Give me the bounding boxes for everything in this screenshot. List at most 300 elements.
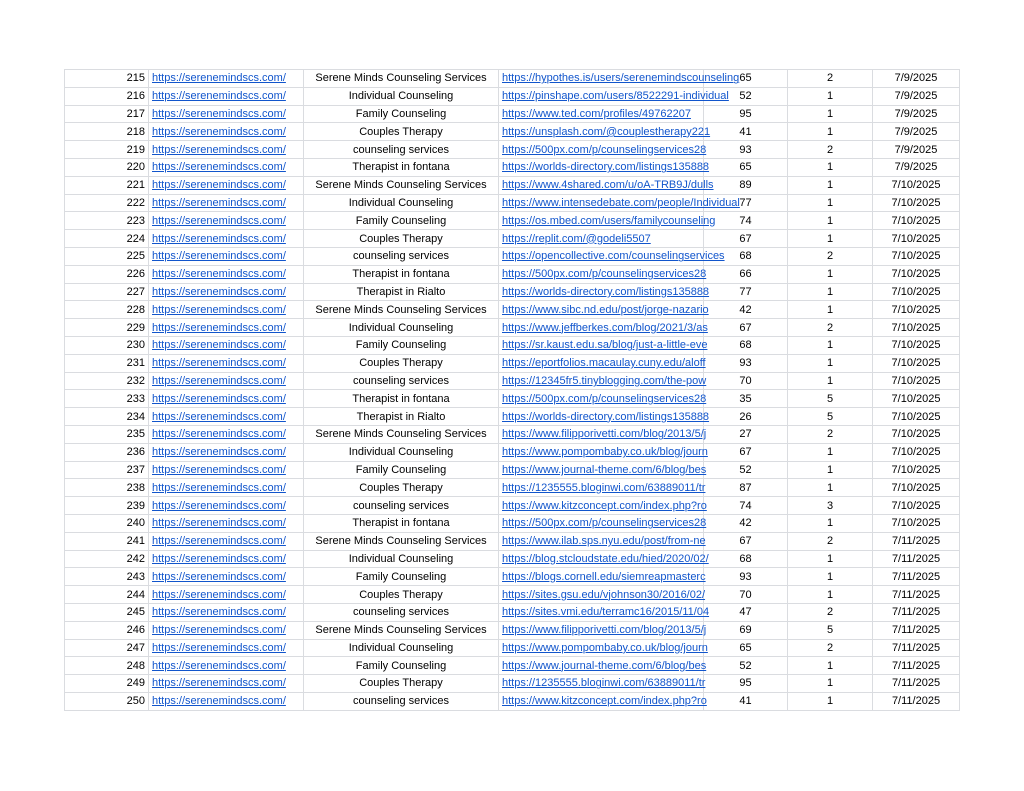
row-number: 236: [65, 443, 149, 461]
spreadsheet-table: [64, 69, 960, 711]
date-cell: 7/9/2025: [873, 87, 960, 105]
row-number: 218: [65, 123, 149, 141]
site-link[interactable]: https://serenemindscs.com/: [152, 90, 286, 103]
site-link[interactable]: https://serenemindscs.com/: [152, 214, 286, 227]
table-row: [65, 479, 960, 497]
date-cell: 7/10/2025: [873, 301, 960, 319]
metric-a-cell: 70: [704, 372, 788, 390]
table-row: [65, 176, 960, 194]
site-link-cell: [149, 176, 304, 194]
backlink-url-cell: [499, 443, 708, 461]
site-link-cell: [149, 87, 304, 105]
date-cell: 7/10/2025: [873, 212, 960, 230]
backlink-url[interactable]: https://www.jeffberkes.com/blog/2021/3/as: [502, 321, 708, 334]
backlink-url[interactable]: https://www.pompombaby.co.uk/blog/journ: [502, 641, 708, 654]
date-cell: 7/10/2025: [873, 479, 960, 497]
date-cell: 7/10/2025: [873, 425, 960, 443]
metric-a-cell: 89: [704, 176, 788, 194]
backlink-url[interactable]: https://sites.gsu.edu/vjohnson30/2016/02/: [502, 588, 706, 601]
keyword-cell: Therapist in fontana: [304, 265, 499, 283]
metric-b-cell: 1: [788, 372, 873, 390]
backlink-url[interactable]: https://sites.vmi.edu/terramc16/2015/11/04: [502, 606, 710, 619]
row-number: 250: [65, 692, 149, 710]
backlink-url[interactable]: https://worlds-directory.com/listings135888: [502, 161, 710, 174]
date-cell: 7/11/2025: [873, 550, 960, 568]
backlink-url[interactable]: https://sr.kaust.edu.sa/blog/just-a-little-eve: [502, 339, 708, 352]
metric-b-cell: 1: [788, 568, 873, 586]
site-link-cell: [149, 425, 304, 443]
table-row: [65, 408, 960, 426]
site-link[interactable]: https://serenemindscs.com/: [152, 161, 286, 174]
site-link[interactable]: https://serenemindscs.com/: [152, 570, 286, 583]
site-link[interactable]: https://serenemindscs.com/: [152, 535, 286, 548]
site-link[interactable]: https://serenemindscs.com/: [152, 481, 286, 494]
keyword-cell: Individual Counseling: [304, 639, 499, 657]
table-row: [65, 158, 960, 176]
backlink-url[interactable]: https://www.kitzconcept.com/index.php?ro: [502, 499, 707, 512]
date-cell: 7/10/2025: [873, 372, 960, 390]
backlink-url[interactable]: https://www.journal-theme.com/6/blog/bes: [502, 659, 707, 672]
site-link[interactable]: https://serenemindscs.com/: [152, 339, 286, 352]
metric-b-cell: 2: [788, 319, 873, 337]
backlink-url[interactable]: https://os.mbed.com/users/familycounseling: [502, 214, 716, 227]
site-link[interactable]: https://serenemindscs.com/: [152, 677, 286, 690]
site-link[interactable]: https://serenemindscs.com/: [152, 659, 286, 672]
backlink-url[interactable]: https://www.ted.com/profiles/49762207: [502, 107, 691, 120]
metric-b-cell: 5: [788, 390, 873, 408]
site-link[interactable]: https://serenemindscs.com/: [152, 72, 286, 85]
table-row: [65, 87, 960, 105]
keyword-cell: counseling services: [304, 247, 499, 265]
keyword-cell: Couples Therapy: [304, 230, 499, 248]
metric-a-cell: 67: [704, 443, 788, 461]
row-number: 217: [65, 105, 149, 123]
keyword-cell: Individual Counseling: [304, 319, 499, 337]
backlink-url-cell: [499, 479, 704, 497]
table-row: [65, 141, 960, 159]
keyword-cell: Couples Therapy: [304, 479, 499, 497]
site-link-cell: [149, 514, 304, 532]
metric-b-cell: 1: [788, 657, 873, 675]
backlink-url[interactable]: https://blogs.cornell.edu/siemreapmasterc: [502, 570, 706, 583]
backlink-url-cell: [499, 70, 740, 88]
table-row: [65, 568, 960, 586]
metric-a-cell: 52: [704, 87, 788, 105]
row-number: 219: [65, 141, 149, 159]
site-link[interactable]: https://serenemindscs.com/: [152, 552, 286, 565]
site-link[interactable]: https://serenemindscs.com/: [152, 463, 286, 476]
backlink-url-cell: [499, 105, 704, 123]
backlink-url[interactable]: https://500px.com/p/counselingservices28: [502, 268, 707, 281]
date-cell: 7/9/2025: [873, 158, 960, 176]
site-link-cell: [149, 123, 304, 141]
backlink-url[interactable]: https://unsplash.com/@couplestherapy221: [502, 125, 711, 138]
metric-a-cell: 93: [704, 141, 788, 159]
table-row: [65, 443, 960, 461]
backlink-url-cell: [499, 354, 704, 372]
site-link-cell: [149, 532, 304, 550]
site-link[interactable]: https://serenemindscs.com/: [152, 303, 286, 316]
row-number: 231: [65, 354, 149, 372]
metric-a-cell: 93: [704, 568, 788, 586]
row-number: 225: [65, 247, 149, 265]
metric-b-cell: 2: [788, 639, 873, 657]
site-link[interactable]: https://serenemindscs.com/: [152, 179, 286, 192]
keyword-cell: Therapist in Rialto: [304, 408, 499, 426]
table-row: [65, 247, 960, 265]
backlink-url-cell: [499, 675, 704, 693]
row-number: 241: [65, 532, 149, 550]
keyword-cell: counseling services: [304, 372, 499, 390]
metric-a-cell: 95: [704, 105, 788, 123]
table-row: [65, 390, 960, 408]
metric-b-cell: 1: [788, 212, 873, 230]
table-row: [65, 532, 960, 550]
site-link[interactable]: https://serenemindscs.com/: [152, 624, 286, 637]
metric-a-cell: 52: [704, 657, 788, 675]
site-link-cell: [149, 336, 304, 354]
metric-a-cell: 68: [704, 247, 788, 265]
table-row: [65, 639, 960, 657]
backlink-url-cell: [499, 87, 729, 105]
metric-a-cell: 67: [704, 230, 788, 248]
backlink-url-cell: [499, 283, 710, 301]
metric-a-cell: 27: [704, 425, 788, 443]
site-link[interactable]: https://serenemindscs.com/: [152, 641, 286, 654]
backlink-url[interactable]: https://blog.stcloudstate.edu/hied/2020/02/: [502, 552, 709, 565]
row-number: 222: [65, 194, 149, 212]
site-link-cell: [149, 586, 304, 604]
site-link[interactable]: https://serenemindscs.com/: [152, 606, 286, 619]
metric-b-cell: 2: [788, 247, 873, 265]
backlink-url[interactable]: https://www.4shared.com/u/oA-TRB9J/dulls: [502, 179, 714, 192]
date-cell: 7/11/2025: [873, 639, 960, 657]
backlink-url[interactable]: https://worlds-directory.com/listings135888: [502, 285, 710, 298]
row-number: 248: [65, 657, 149, 675]
site-link[interactable]: https://serenemindscs.com/: [152, 428, 286, 441]
row-number: 240: [65, 514, 149, 532]
table-row: [65, 354, 960, 372]
date-cell: 7/10/2025: [873, 265, 960, 283]
metric-b-cell: 1: [788, 443, 873, 461]
site-link-cell: [149, 283, 304, 301]
site-link-cell: [149, 319, 304, 337]
metric-b-cell: 1: [788, 283, 873, 301]
date-cell: 7/10/2025: [873, 354, 960, 372]
metric-b-cell: 1: [788, 230, 873, 248]
keyword-cell: Couples Therapy: [304, 354, 499, 372]
metric-b-cell: 2: [788, 70, 873, 88]
site-link-cell: [149, 603, 304, 621]
keyword-cell: Serene Minds Counseling Services: [304, 70, 499, 88]
backlink-url[interactable]: https://www.pompombaby.co.uk/blog/journ: [502, 446, 708, 459]
site-link-cell: [149, 675, 304, 693]
metric-a-cell: 41: [704, 123, 788, 141]
site-link-cell: [149, 550, 304, 568]
backlink-url[interactable]: https://hypothes.is/users/serenemindscounseling: [502, 72, 740, 85]
keyword-cell: Family Counseling: [304, 657, 499, 675]
backlink-url[interactable]: https://opencollective.com/counselingservices: [502, 250, 725, 263]
metric-a-cell: 66: [704, 265, 788, 283]
metric-a-cell: 70: [704, 586, 788, 604]
metric-a-cell: 74: [704, 212, 788, 230]
table-row: [65, 123, 960, 141]
backlink-url[interactable]: https://eportfolios.macaulay.cuny.edu/aloff: [502, 357, 706, 370]
keyword-cell: Therapist in Rialto: [304, 283, 499, 301]
site-link-cell: [149, 497, 304, 515]
metric-a-cell: 65: [704, 639, 788, 657]
site-link-cell: [149, 158, 304, 176]
backlink-url[interactable]: https://worlds-directory.com/listings135888: [502, 410, 710, 423]
backlink-url-cell: [499, 408, 710, 426]
keyword-cell: Serene Minds Counseling Services: [304, 176, 499, 194]
site-link[interactable]: https://serenemindscs.com/: [152, 143, 286, 156]
row-number: 221: [65, 176, 149, 194]
metric-b-cell: 2: [788, 603, 873, 621]
backlink-url[interactable]: https://pinshape.com/users/8522291-individual: [502, 90, 729, 103]
backlink-url-cell: [499, 141, 707, 159]
keyword-cell: Family Counseling: [304, 105, 499, 123]
date-cell: 7/9/2025: [873, 141, 960, 159]
metric-a-cell: 68: [704, 336, 788, 354]
backlink-url-cell: [499, 301, 709, 319]
site-link[interactable]: https://serenemindscs.com/: [152, 268, 286, 281]
backlink-url[interactable]: https://www.sibc.nd.edu/post/jorge-nazario: [502, 303, 709, 316]
backlink-url[interactable]: https://1235555.bloginwi.com/63889011/tr: [502, 481, 706, 494]
backlink-url-cell: [499, 336, 708, 354]
date-cell: 7/10/2025: [873, 408, 960, 426]
backlink-url[interactable]: https://www.ilab.sps.nyu.edu/post/from-ne: [502, 535, 706, 548]
metric-b-cell: 1: [788, 461, 873, 479]
row-number: 220: [65, 158, 149, 176]
backlink-url[interactable]: https://www.filipporivetti.com/blog/2013/5/j: [502, 428, 707, 441]
metric-a-cell: 47: [704, 603, 788, 621]
metric-b-cell: 5: [788, 621, 873, 639]
backlink-url-cell: [499, 532, 704, 550]
row-number: 230: [65, 336, 149, 354]
metric-b-cell: 1: [788, 194, 873, 212]
backlink-url-cell: [499, 586, 704, 604]
backlink-url-cell: [499, 230, 704, 248]
table-row: [65, 105, 960, 123]
keyword-cell: Serene Minds Counseling Services: [304, 532, 499, 550]
backlink-url[interactable]: https://www.kitzconcept.com/index.php?ro: [502, 695, 707, 708]
metric-a-cell: 69: [704, 621, 788, 639]
keyword-cell: Serene Minds Counseling Services: [304, 301, 499, 319]
keyword-cell: Family Counseling: [304, 568, 499, 586]
table-body: [65, 70, 960, 711]
backlink-url-cell: [499, 621, 707, 639]
metric-a-cell: 65: [704, 70, 788, 88]
keyword-cell: Couples Therapy: [304, 675, 499, 693]
backlink-url-cell: [499, 639, 708, 657]
site-link-cell: [149, 247, 304, 265]
date-cell: 7/10/2025: [873, 319, 960, 337]
backlink-url-cell: [499, 158, 710, 176]
row-number: 234: [65, 408, 149, 426]
date-cell: 7/9/2025: [873, 70, 960, 88]
date-cell: 7/10/2025: [873, 514, 960, 532]
table-row: [65, 675, 960, 693]
table-row: [65, 372, 960, 390]
date-cell: 7/10/2025: [873, 194, 960, 212]
keyword-cell: Family Counseling: [304, 461, 499, 479]
date-cell: 7/10/2025: [873, 443, 960, 461]
row-number: 244: [65, 586, 149, 604]
keyword-cell: Individual Counseling: [304, 443, 499, 461]
table-row: [65, 319, 960, 337]
row-number: 235: [65, 425, 149, 443]
date-cell: 7/10/2025: [873, 283, 960, 301]
site-link-cell: [149, 390, 304, 408]
metric-b-cell: 3: [788, 497, 873, 515]
table-row: [65, 283, 960, 301]
metric-b-cell: 1: [788, 354, 873, 372]
metric-b-cell: 2: [788, 425, 873, 443]
backlink-url-cell: [499, 319, 708, 337]
row-number: 246: [65, 621, 149, 639]
table-row: [65, 212, 960, 230]
backlink-url[interactable]: https://500px.com/p/counselingservices28: [502, 517, 707, 530]
backlink-url-cell: [499, 372, 707, 390]
site-link-cell: [149, 70, 304, 88]
metric-a-cell: 68: [704, 550, 788, 568]
site-link-cell: [149, 692, 304, 710]
row-number: 237: [65, 461, 149, 479]
site-link[interactable]: https://serenemindscs.com/: [152, 446, 286, 459]
row-number: 243: [65, 568, 149, 586]
date-cell: 7/10/2025: [873, 336, 960, 354]
table-row: [65, 657, 960, 675]
backlink-url-cell: [499, 247, 725, 265]
row-number: 239: [65, 497, 149, 515]
row-number: 249: [65, 675, 149, 693]
metric-a-cell: 42: [704, 514, 788, 532]
keyword-cell: Therapist in fontana: [304, 158, 499, 176]
table-row: [65, 550, 960, 568]
backlink-url[interactable]: https://500px.com/p/counselingservices28: [502, 143, 707, 156]
metric-b-cell: 1: [788, 265, 873, 283]
site-link[interactable]: https://serenemindscs.com/: [152, 357, 286, 370]
date-cell: 7/11/2025: [873, 586, 960, 604]
site-link[interactable]: https://serenemindscs.com/: [152, 285, 286, 298]
site-link[interactable]: https://serenemindscs.com/: [152, 374, 286, 387]
metric-b-cell: 1: [788, 105, 873, 123]
backlink-url[interactable]: https://500px.com/p/counselingservices28: [502, 392, 707, 405]
date-cell: 7/9/2025: [873, 105, 960, 123]
keyword-cell: Couples Therapy: [304, 123, 499, 141]
metric-b-cell: 5: [788, 408, 873, 426]
backlink-url[interactable]: https://www.intensedebate.com/people/Individual: [502, 196, 740, 209]
date-cell: 7/11/2025: [873, 675, 960, 693]
site-link-cell: [149, 230, 304, 248]
metric-b-cell: 1: [788, 123, 873, 141]
table-row: [65, 265, 960, 283]
date-cell: 7/11/2025: [873, 657, 960, 675]
backlink-url-cell: [499, 497, 707, 515]
backlink-url[interactable]: https://12345fr5.tinyblogging.com/the-pow: [502, 374, 707, 387]
backlink-url-cell: [499, 265, 707, 283]
backlink-url[interactable]: https://www.filipporivetti.com/blog/2013/5/j: [502, 624, 707, 637]
site-link[interactable]: https://serenemindscs.com/: [152, 588, 286, 601]
backlink-url[interactable]: https://1235555.bloginwi.com/63889011/tr: [502, 677, 706, 690]
row-number: 238: [65, 479, 149, 497]
site-link[interactable]: https://serenemindscs.com/: [152, 517, 286, 530]
site-link-cell: [149, 657, 304, 675]
metric-a-cell: 87: [704, 479, 788, 497]
backlink-url-cell: [499, 123, 711, 141]
site-link[interactable]: https://serenemindscs.com/: [152, 107, 286, 120]
keyword-cell: Individual Counseling: [304, 194, 499, 212]
table-row: [65, 70, 960, 88]
site-link[interactable]: https://serenemindscs.com/: [152, 250, 286, 263]
site-link-cell: [149, 301, 304, 319]
table-row: [65, 301, 960, 319]
site-link[interactable]: https://serenemindscs.com/: [152, 499, 286, 512]
row-number: 215: [65, 70, 149, 88]
site-link[interactable]: https://serenemindscs.com/: [152, 695, 286, 708]
metric-b-cell: 2: [788, 141, 873, 159]
metric-b-cell: 1: [788, 514, 873, 532]
metric-a-cell: 74: [704, 497, 788, 515]
site-link[interactable]: https://serenemindscs.com/: [152, 410, 286, 423]
site-link[interactable]: https://serenemindscs.com/: [152, 232, 286, 245]
site-link-cell: [149, 194, 304, 212]
metric-a-cell: 77: [704, 283, 788, 301]
row-number: 223: [65, 212, 149, 230]
row-number: 232: [65, 372, 149, 390]
backlink-url-cell: [499, 461, 707, 479]
backlink-url-cell: [499, 657, 707, 675]
backlink-url-cell: [499, 212, 716, 230]
metric-a-cell: 26: [704, 408, 788, 426]
metric-a-cell: 35: [704, 390, 788, 408]
site-link[interactable]: https://serenemindscs.com/: [152, 125, 286, 138]
table-row: [65, 603, 960, 621]
site-link[interactable]: https://serenemindscs.com/: [152, 321, 286, 334]
site-link-cell: [149, 105, 304, 123]
metric-b-cell: 1: [788, 87, 873, 105]
keyword-cell: Family Counseling: [304, 336, 499, 354]
site-link-cell: [149, 443, 304, 461]
row-number: 226: [65, 265, 149, 283]
backlink-url[interactable]: https://www.journal-theme.com/6/blog/bes: [502, 463, 707, 476]
site-link-cell: [149, 479, 304, 497]
keyword-cell: counseling services: [304, 497, 499, 515]
metric-a-cell: 65: [704, 158, 788, 176]
date-cell: 7/11/2025: [873, 621, 960, 639]
site-link-cell: [149, 372, 304, 390]
keyword-cell: Therapist in fontana: [304, 390, 499, 408]
site-link[interactable]: https://serenemindscs.com/: [152, 196, 286, 209]
metric-b-cell: 1: [788, 675, 873, 693]
backlink-url[interactable]: https://replit.com/@godeli5507: [502, 232, 651, 245]
table-row: [65, 461, 960, 479]
table-row: [65, 194, 960, 212]
row-number: 245: [65, 603, 149, 621]
date-cell: 7/10/2025: [873, 176, 960, 194]
site-link[interactable]: https://serenemindscs.com/: [152, 392, 286, 405]
date-cell: 7/11/2025: [873, 532, 960, 550]
date-cell: 7/11/2025: [873, 692, 960, 710]
row-number: 242: [65, 550, 149, 568]
date-cell: 7/10/2025: [873, 230, 960, 248]
backlink-url-cell: [499, 176, 714, 194]
site-link-cell: [149, 639, 304, 657]
metric-b-cell: 1: [788, 586, 873, 604]
row-number: 228: [65, 301, 149, 319]
date-cell: 7/11/2025: [873, 568, 960, 586]
